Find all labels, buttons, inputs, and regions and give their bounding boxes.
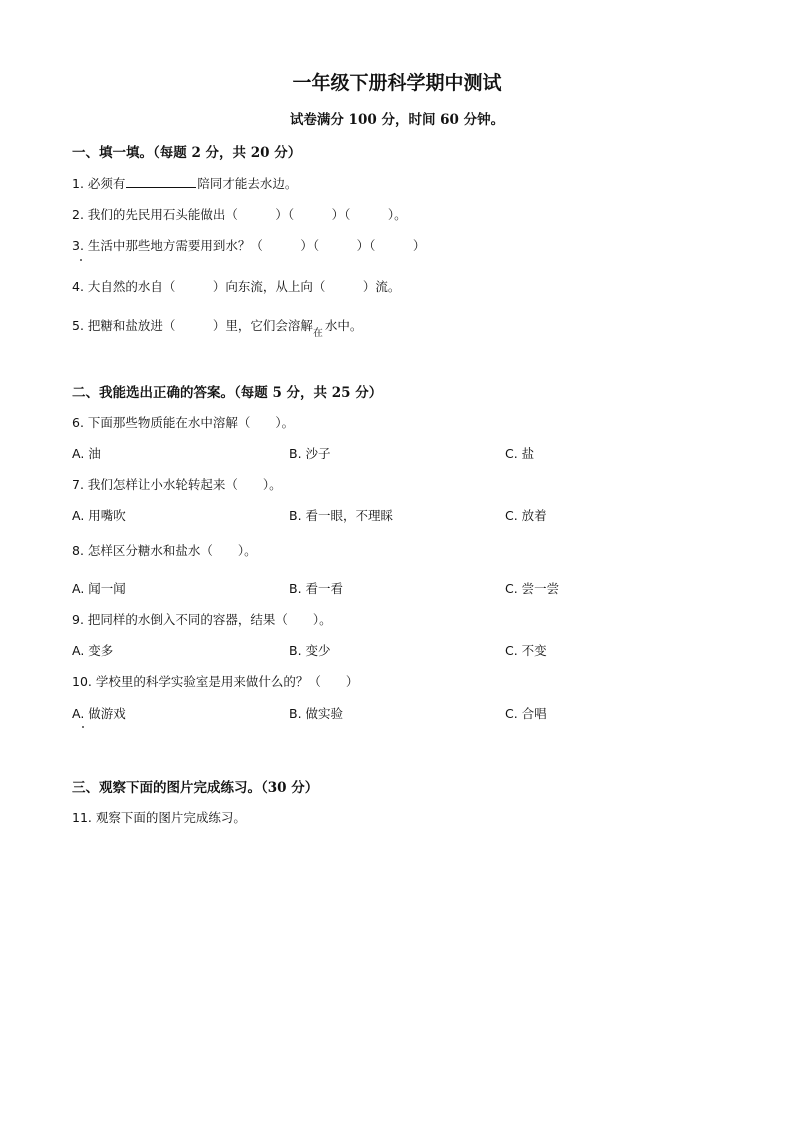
question-7: 7. 我们怎样让小水轮转起来（ ）。 xyxy=(72,477,282,492)
question-5 xyxy=(72,316,363,339)
question-1-text-after: 陪同才能去水边。 xyxy=(197,176,298,191)
question-8: 8. 怎样区分糖水和盐水（ ）。 xyxy=(72,543,257,558)
question-5-text-after: 水中。 xyxy=(324,318,363,333)
question-10: 10. 学校里的科学实验室是用来做什么的？（ ） xyxy=(72,674,359,689)
question-6: 6. 下面那些物质能在水中溶解（ ）。 xyxy=(72,415,295,430)
question-9-option-c: C. 不变 xyxy=(505,643,547,658)
question-4: 4. 大自然的水自（ ）向东流，从上向（ ）流。 xyxy=(72,279,401,294)
question-2: 2. 我们的先民用石头能做出（ ）（ ）（ ）。 xyxy=(72,207,407,222)
question-1-text-before: 1. 必须有 xyxy=(72,176,126,191)
question-3: 3. 生活中那些地方需要用到水？（ ）（ ）（ ） xyxy=(72,238,426,253)
section-3-heading: 三、观察下面的图片完成练习。（30 分） xyxy=(72,780,319,796)
stray-dot xyxy=(80,259,82,261)
question-7-option-b: B. 看一眼，不理睬 xyxy=(289,508,394,523)
question-6-option-c: C. 盐 xyxy=(505,446,535,461)
question-10-option-a: A. 做游戏 xyxy=(72,706,126,721)
question-8-option-a: A. 闻一闻 xyxy=(72,581,126,596)
stray-dot xyxy=(82,726,84,728)
section-2-heading: 二、我能选出正确的答案。（每题 5 分，共 25 分） xyxy=(72,385,383,401)
answer-blank xyxy=(126,175,196,188)
question-9: 9. 把同样的水倒入不同的容器，结果（ ）。 xyxy=(72,612,332,627)
question-5-raised-char: 在 xyxy=(312,328,323,339)
question-11: 11. 观察下面的图片完成练习。 xyxy=(72,810,246,825)
page-title: 一年级下册科学期中测试 xyxy=(292,72,502,94)
question-9-option-b: B. 变少 xyxy=(289,643,331,658)
question-10-option-b: B. 做实验 xyxy=(289,706,344,721)
question-6-option-a: A. 油 xyxy=(72,446,101,461)
question-5-text-before: 5. 把糖和盐放进（ ）里，它们会溶解 xyxy=(72,318,313,333)
question-8-option-b: B. 看一看 xyxy=(289,581,344,596)
question-7-option-c: C. 放着 xyxy=(505,508,547,523)
question-1 xyxy=(72,174,297,192)
question-10-option-c: C. 合唱 xyxy=(505,706,547,721)
question-8-option-c: C. 尝一尝 xyxy=(505,581,560,596)
question-9-option-a: A. 变多 xyxy=(72,643,114,658)
section-1-heading: 一、填一填。（每题 2 分，共 20 分） xyxy=(72,145,302,161)
question-7-option-a: A. 用嘴吹 xyxy=(72,508,126,523)
exam-info: 试卷满分 100 分，时间 60 分钟。 xyxy=(289,112,505,128)
question-6-option-b: B. 沙子 xyxy=(289,446,331,461)
